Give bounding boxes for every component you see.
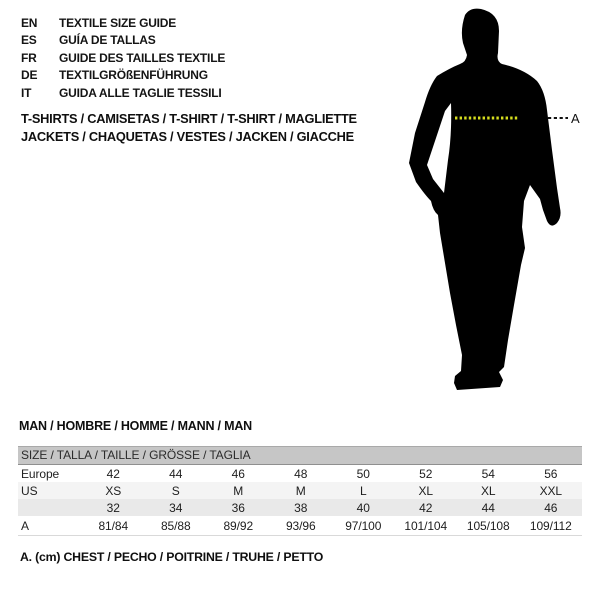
language-label: GUIDA ALLE TAGLIE TESSILI [59, 85, 222, 100]
man-silhouette [409, 9, 561, 390]
table-header-row [18, 447, 582, 465]
size-cell: 48 [294, 466, 308, 481]
language-row-en [21, 15, 225, 32]
size-cell: S [171, 483, 180, 498]
measurement-footnote: A. (cm) CHEST / PECHO / POITRINE / TRUHE / PETTO [20, 550, 324, 564]
size-cell: 44 [169, 466, 183, 481]
language-code: ES [21, 33, 37, 48]
size-cell: 42 [106, 466, 120, 481]
size-cell: XL [481, 483, 496, 498]
table-row-chest-cm [18, 516, 582, 536]
size-cell: 54 [481, 466, 495, 481]
size-cell: 44 [481, 500, 495, 515]
size-cell: XL [418, 483, 433, 498]
category-tshirts-line: T-SHIRTS / CAMISETAS / T-SHIRT / T-SHIRT / MAGLIETTE [21, 111, 357, 126]
size-cell: 40 [356, 500, 370, 515]
size-cell: 50 [356, 466, 370, 481]
measurement-label-a: A [571, 111, 580, 126]
size-cell: 93/96 [270, 516, 333, 536]
language-code: EN [21, 16, 38, 30]
size-cell: 97/100 [332, 516, 395, 536]
language-code: IT [21, 85, 32, 100]
language-label: TEXTILGRÖßENFÜHRUNG [59, 68, 208, 83]
size-cell: 56 [544, 466, 558, 481]
size-cell: XXL [539, 483, 562, 498]
row-label: Europe [21, 466, 60, 481]
size-cell: 89/92 [207, 516, 270, 536]
size-cell: 42 [419, 500, 433, 515]
table-row-us [18, 482, 582, 499]
table-header: SIZE / TALLA / TAILLE / GRÖSSE / TAGLIA [18, 447, 582, 465]
table-row-europe [18, 465, 582, 483]
language-row-it [21, 85, 225, 102]
size-cell: 46 [231, 466, 245, 481]
language-list [21, 15, 225, 102]
size-cell: 38 [294, 500, 308, 515]
size-cell: 46 [544, 500, 558, 515]
size-cell: 109/112 [520, 516, 583, 536]
size-cell: 85/88 [145, 516, 208, 536]
size-cell: L [359, 483, 367, 498]
size-cell: M [233, 483, 244, 498]
language-code: FR [21, 50, 37, 65]
language-label: GUIDE DES TAILLES TEXTILE [59, 50, 226, 65]
size-cell: XS [105, 483, 122, 498]
size-cell: 34 [169, 500, 183, 515]
language-row-es [21, 32, 225, 49]
size-cell: 32 [106, 500, 120, 515]
silhouette-svg [400, 5, 590, 395]
row-label [18, 499, 82, 516]
size-table [18, 446, 582, 536]
size-cell: 81/84 [82, 516, 145, 536]
table-row-numeric [18, 499, 582, 516]
language-label: GUÍA DE TALLAS [59, 33, 156, 48]
size-cell: 36 [231, 500, 245, 515]
garment-categories [21, 110, 357, 146]
language-code: DE [21, 68, 38, 83]
size-cell: 101/104 [395, 516, 458, 536]
size-cell: M [295, 483, 306, 498]
language-row-de [21, 67, 225, 84]
man-silhouette-figure [400, 5, 590, 395]
language-row-fr [21, 50, 225, 67]
size-cell: 52 [419, 466, 433, 481]
size-cell: 105/108 [457, 516, 520, 536]
section-title-man: MAN / HOMBRE / HOMME / MANN / MAN [19, 419, 252, 433]
row-label: US [21, 483, 38, 498]
language-label: TEXTILE SIZE GUIDE [59, 16, 177, 30]
row-label: A [18, 516, 82, 536]
category-jackets-line: JACKETS / CHAQUETAS / VESTES / JACKEN / GIACCHE [21, 129, 354, 144]
